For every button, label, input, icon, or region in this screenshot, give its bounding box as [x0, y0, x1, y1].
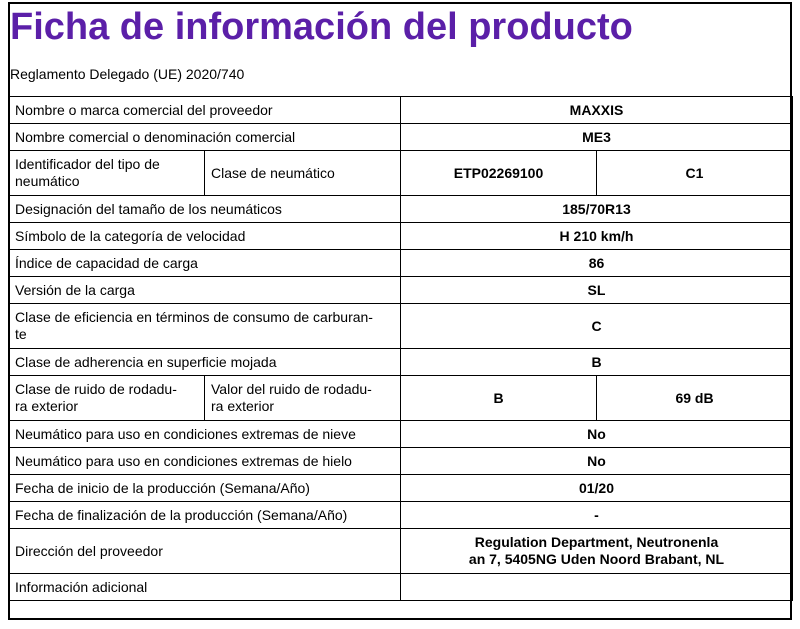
table-row — [9, 196, 793, 223]
ice-label: Neumático para uso en condiciones extremas de hielo — [9, 448, 401, 475]
supplier-name-label: Nombre o marca comercial del proveedor — [9, 97, 401, 124]
noise-class-label — [9, 376, 205, 421]
supplier-address-value — [401, 529, 793, 574]
table-row — [9, 151, 793, 196]
table-row — [9, 376, 793, 421]
fuel-efficiency-label — [9, 304, 401, 349]
load-index-value: 86 — [401, 250, 793, 277]
production-start-label: Fecha de inicio de la producción (Semana/Año) — [9, 475, 401, 502]
size-value: 185/70R13 — [401, 196, 793, 223]
speed-value: H 210 km/h — [401, 223, 793, 250]
production-end-value: - — [401, 502, 793, 529]
snow-value: No — [401, 421, 793, 448]
wet-grip-label: Clase de adherencia en superficie mojada — [9, 349, 401, 376]
fuel-efficiency-value: C — [401, 304, 793, 349]
table-row — [9, 529, 793, 574]
load-index-label: Índice de capacidad de carga — [9, 250, 401, 277]
tyre-class-label: Clase de neumático — [205, 151, 401, 196]
load-version-label: Versión de la carga — [9, 277, 401, 304]
type-identifier-label-line2: neumático — [15, 173, 80, 189]
production-end-label: Fecha de finalización de la producción (Semana/Año) — [9, 502, 401, 529]
noise-class-label-line1: Clase de ruido de rodadu- — [15, 381, 177, 397]
speed-label: Símbolo de la categoría de velocidad — [9, 223, 401, 250]
production-start-value: 01/20 — [401, 475, 793, 502]
table-row — [9, 304, 793, 349]
supplier-address-label: Dirección del proveedor — [9, 529, 401, 574]
table-row — [9, 97, 793, 124]
table-row — [9, 502, 793, 529]
table-row — [9, 475, 793, 502]
table-row — [9, 124, 793, 151]
noise-value-label — [205, 376, 401, 421]
noise-value-label-line1: Valor del ruido de rodadu- — [211, 381, 372, 397]
snow-label: Neumático para uso en condiciones extremas de nieve — [9, 421, 401, 448]
trade-name-value: ME3 — [401, 124, 793, 151]
noise-class-value: B — [401, 376, 597, 421]
supplier-address-line2: an 7, 5405NG Uden Noord Brabant, NL — [468, 551, 725, 567]
fuel-efficiency-label-line1: Clase de eficiencia en términos de consumo de carburan- — [15, 309, 373, 325]
table-row — [9, 223, 793, 250]
table-row — [9, 349, 793, 376]
table-row — [9, 574, 793, 601]
size-label: Designación del tamaño de los neumáticos — [9, 196, 401, 223]
page-title: Ficha de información del producto — [10, 6, 633, 48]
table-row — [9, 421, 793, 448]
type-identifier-label — [9, 151, 205, 196]
table-row — [9, 448, 793, 475]
regulation-subtitle: Reglamento Delegado (UE) 2020/740 — [10, 66, 245, 82]
additional-info-value — [401, 574, 793, 601]
table-row — [9, 250, 793, 277]
product-info-table — [8, 96, 793, 601]
type-identifier-label-line1: Identificador del tipo de — [15, 156, 160, 172]
supplier-address-line1: Regulation Department, Neutronenla — [474, 534, 719, 550]
trade-name-label: Nombre comercial o denominación comercial — [9, 124, 401, 151]
supplier-name-value: MAXXIS — [401, 97, 793, 124]
ice-value: No — [401, 448, 793, 475]
additional-info-label: Información adicional — [9, 574, 401, 601]
noise-value-label-line2: ra exterior — [211, 398, 275, 414]
noise-db-value: 69 dB — [597, 376, 793, 421]
table-row — [9, 277, 793, 304]
tyre-class-value: C1 — [597, 151, 793, 196]
type-identifier-value: ETP02269100 — [401, 151, 597, 196]
noise-class-label-line2: ra exterior — [15, 398, 79, 414]
fuel-efficiency-label-line2: te — [15, 326, 27, 342]
load-version-value: SL — [401, 277, 793, 304]
wet-grip-value: B — [401, 349, 793, 376]
